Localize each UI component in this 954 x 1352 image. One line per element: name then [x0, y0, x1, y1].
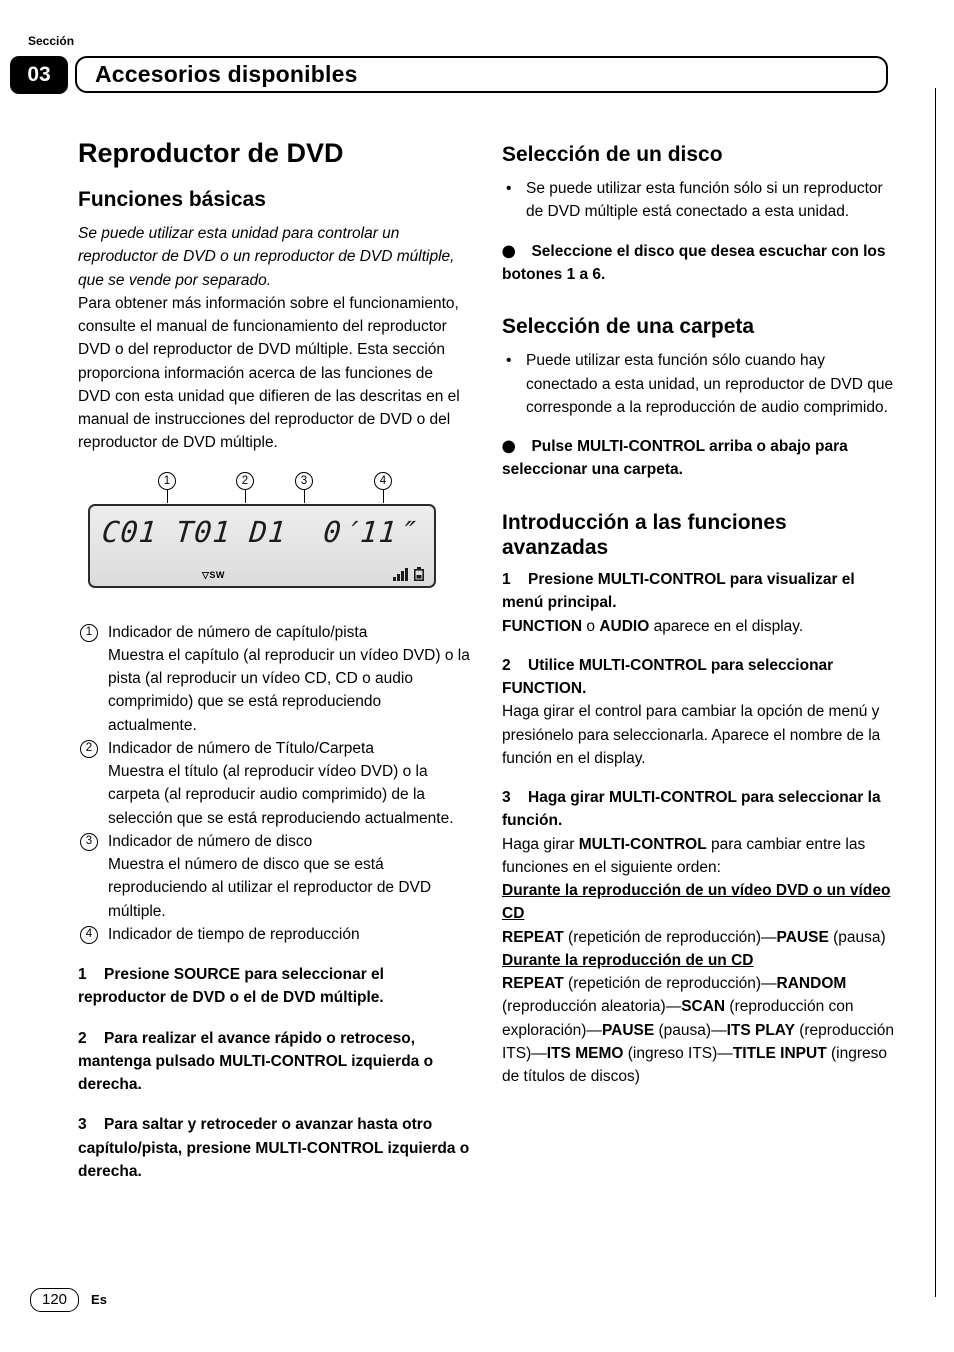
folder-action-text: Pulse MULTI-CONTROL arriba o abajo para seleccionar una carpeta.: [502, 438, 848, 479]
legend-3-number: 3: [80, 833, 98, 851]
step-1: [78, 963, 470, 1010]
callout-3-number: 3: [295, 472, 313, 490]
page-header: [10, 56, 888, 94]
callout-1: [157, 471, 177, 504]
disc-action-text: Seleccione el disco que desea escuchar con los botones 1 a 6.: [502, 242, 886, 283]
subheading-funciones-basicas: Funciones básicas: [78, 188, 266, 212]
left-column: [78, 138, 470, 1183]
advanced-step-2: [502, 654, 894, 701]
callout-2-number: 2: [236, 472, 254, 490]
cd-sequence: REPEAT (repetición de reproducción)—RANDOM (reproducción aleatoria)—SCAN (reproducción con exploración)—PAUSE (pausa)—ITS PLAY (reproducción ITS)—ITS MEMO (ingreso ITS)—TITLE INPUT (ingreso de títulos de discos): [502, 975, 894, 1085]
advanced-step-1-body: FUNCTION o AUDIO aparece en el display.: [502, 617, 804, 635]
legend-2-title: Indicador de número de Título/Carpeta: [108, 739, 374, 757]
folder-note: [502, 349, 894, 419]
step-3-text: Para saltar y retroceder o avanzar hasta otro capítulo/pista, presione MULTI-CONTROL izquierda o derecha.: [78, 1116, 470, 1180]
main-heading: Reproductor de DVD: [78, 138, 344, 168]
callout-1-number: 1: [158, 472, 176, 490]
action-dot-icon: ⬤: [502, 439, 516, 454]
page-number-badge: 120: [30, 1288, 79, 1312]
step-1-text: Presione SOURCE para seleccionar el reproductor de DVD o el de DVD múltiple.: [78, 966, 384, 1007]
legend-4-text: [108, 923, 360, 946]
legend-2-number: 2: [80, 740, 98, 758]
legend-4-title: Indicador de tiempo de reproducción: [108, 925, 360, 943]
advanced-step-3-text: Haga girar MULTI-CONTROL para seleccionar la función.: [502, 789, 881, 830]
disc-note-text: Se puede utilizar esta función sólo si un reproductor de DVD múltiple está conectado a esta unidad.: [526, 180, 883, 221]
callout-1-line: [167, 490, 168, 503]
page-edge-rule: [935, 88, 936, 1297]
lcd-display: [88, 504, 436, 588]
legend-3-title: Indicador de número de disco: [108, 832, 313, 850]
lcd-status-row: [90, 567, 424, 581]
advanced-step-3: [502, 786, 894, 833]
legend-3-body: Muestra el número de disco que se está reproduciendo al utilizar el reproductor de DVD múltiple.: [108, 856, 432, 920]
bullet-dot: •: [506, 352, 512, 370]
signal-bars-icon: [393, 568, 410, 581]
legend-1-body: Muestra el capítulo (al reproducir un vídeo DVD) o la pista (al reproducir un vídeo CD, CD o audio comprimido) que se está reproduciendo actualmente.: [108, 646, 470, 734]
legend-4-number: 4: [80, 926, 98, 944]
advanced-step-2-text: Utilice MULTI-CONTROL para seleccionar FUNCTION.: [502, 656, 834, 697]
legend-item: [78, 830, 470, 923]
advanced-step-1-text: Presione MULTI-CONTROL para visualizar el menú principal.: [502, 571, 855, 612]
heading-seleccion-carpeta: Selección de una carpeta: [502, 315, 755, 339]
action-dot-icon: ⬤: [502, 243, 516, 258]
legend-1-text: [108, 621, 470, 737]
section-number-badge: 03: [10, 56, 68, 94]
segment-display-text: C01 T01 D1 0′11″: [100, 514, 418, 549]
folder-action: [502, 435, 894, 482]
callout-4: [373, 471, 393, 504]
right-column: [502, 138, 894, 1088]
disc-action: [502, 240, 894, 287]
dvd-sequence-heading: Durante la reproducción de un vídeo DVD o un vídeo CD: [502, 882, 891, 923]
step-3: [78, 1113, 470, 1183]
legend-2-body: Muestra el título (al reproducir vídeo DVD) o la carpeta (al reproducir audio comprimido) de la selección que se está reproduciendo actualmente.: [108, 763, 454, 827]
callout-3-line: [304, 490, 305, 503]
language-label: Es: [91, 1292, 107, 1308]
step-1-number: 1: [78, 966, 87, 984]
legend-item: [78, 923, 470, 946]
legend-2-text: [108, 737, 470, 830]
legend-item: [78, 737, 470, 830]
bullet-dot: •: [506, 180, 512, 198]
display-figure: [78, 471, 470, 607]
subwoofer-icon: ▽SW: [202, 569, 225, 580]
callout-4-line: [383, 490, 384, 503]
callout-4-number: 4: [374, 472, 392, 490]
battery-icon: [414, 567, 424, 581]
folder-note-text: Puede utilizar esta función sólo cuando hay conectado a esta unidad, un reproductor de DVD que corresponde a la reproducción de audio comprimido.: [526, 352, 894, 416]
advanced-step-3-number: 3: [502, 789, 511, 806]
step-2: [78, 1027, 470, 1097]
legend-1-title: Indicador de número de capítulo/pista: [108, 623, 368, 641]
callout-2: [235, 471, 255, 504]
advanced-step-1-number: 1: [502, 571, 511, 588]
intro-italic-paragraph: Se puede utilizar esta unidad para controlar un reproductor de DVD o un reproductor de DVD múltiple, que se vende por separado.: [78, 225, 455, 289]
subwoofer-label: SW: [209, 569, 225, 580]
page-title: Accesorios disponibles: [95, 61, 358, 87]
dvd-sequence: REPEAT (repetición de reproducción)—PAUSE (pausa): [502, 928, 886, 946]
advanced-step-2-number: 2: [502, 656, 511, 674]
step-2-text: Para realizar el avance rápido o retroceso, mantenga pulsado MULTI-CONTROL izquierda o derecha.: [78, 1029, 434, 1094]
advanced-step-1: [502, 568, 894, 615]
callout-2-line: [245, 490, 246, 503]
heading-seleccion-disco: Selección de un disco: [502, 143, 723, 166]
intro-body-paragraph: Para obtener más información sobre el funcionamiento, consulte el manual de funcionamiento del reproductor DVD o del reproductor de DVD múltiple. Esta sección proporciona información acerca de las funciones de DVD con esta unidad que difieren de las descritas en el manual de instrucciones del reproductor de DVD o del reproductor de DVD múltiple.: [78, 294, 460, 452]
header-title-box: [75, 56, 888, 93]
advanced-step-3-body: Haga girar MULTI-CONTROL para cambiar entre las funciones en el siguiente orden:: [502, 835, 866, 876]
section-label: Sección: [28, 34, 75, 48]
page-footer: [30, 1288, 107, 1312]
step-3-number: 3: [78, 1116, 87, 1134]
step-2-number: 2: [78, 1029, 87, 1047]
cd-sequence-heading: Durante la reproducción de un CD: [502, 951, 754, 969]
disc-note: [502, 177, 894, 224]
legend-list: [78, 621, 470, 947]
callout-3: [294, 471, 314, 504]
legend-3-text: [108, 830, 470, 923]
legend-1-number: 1: [80, 624, 98, 642]
legend-item: [78, 621, 470, 737]
heading-funciones-avanzadas: Introducción a las funciones avanzadas: [502, 510, 787, 559]
lcd-right-icons: [393, 567, 424, 581]
advanced-step-2-body: Haga girar el control para cambiar la opción de menú y presiónelo para seleccionarla. Aparece el nombre de la función en el display.: [502, 703, 881, 767]
